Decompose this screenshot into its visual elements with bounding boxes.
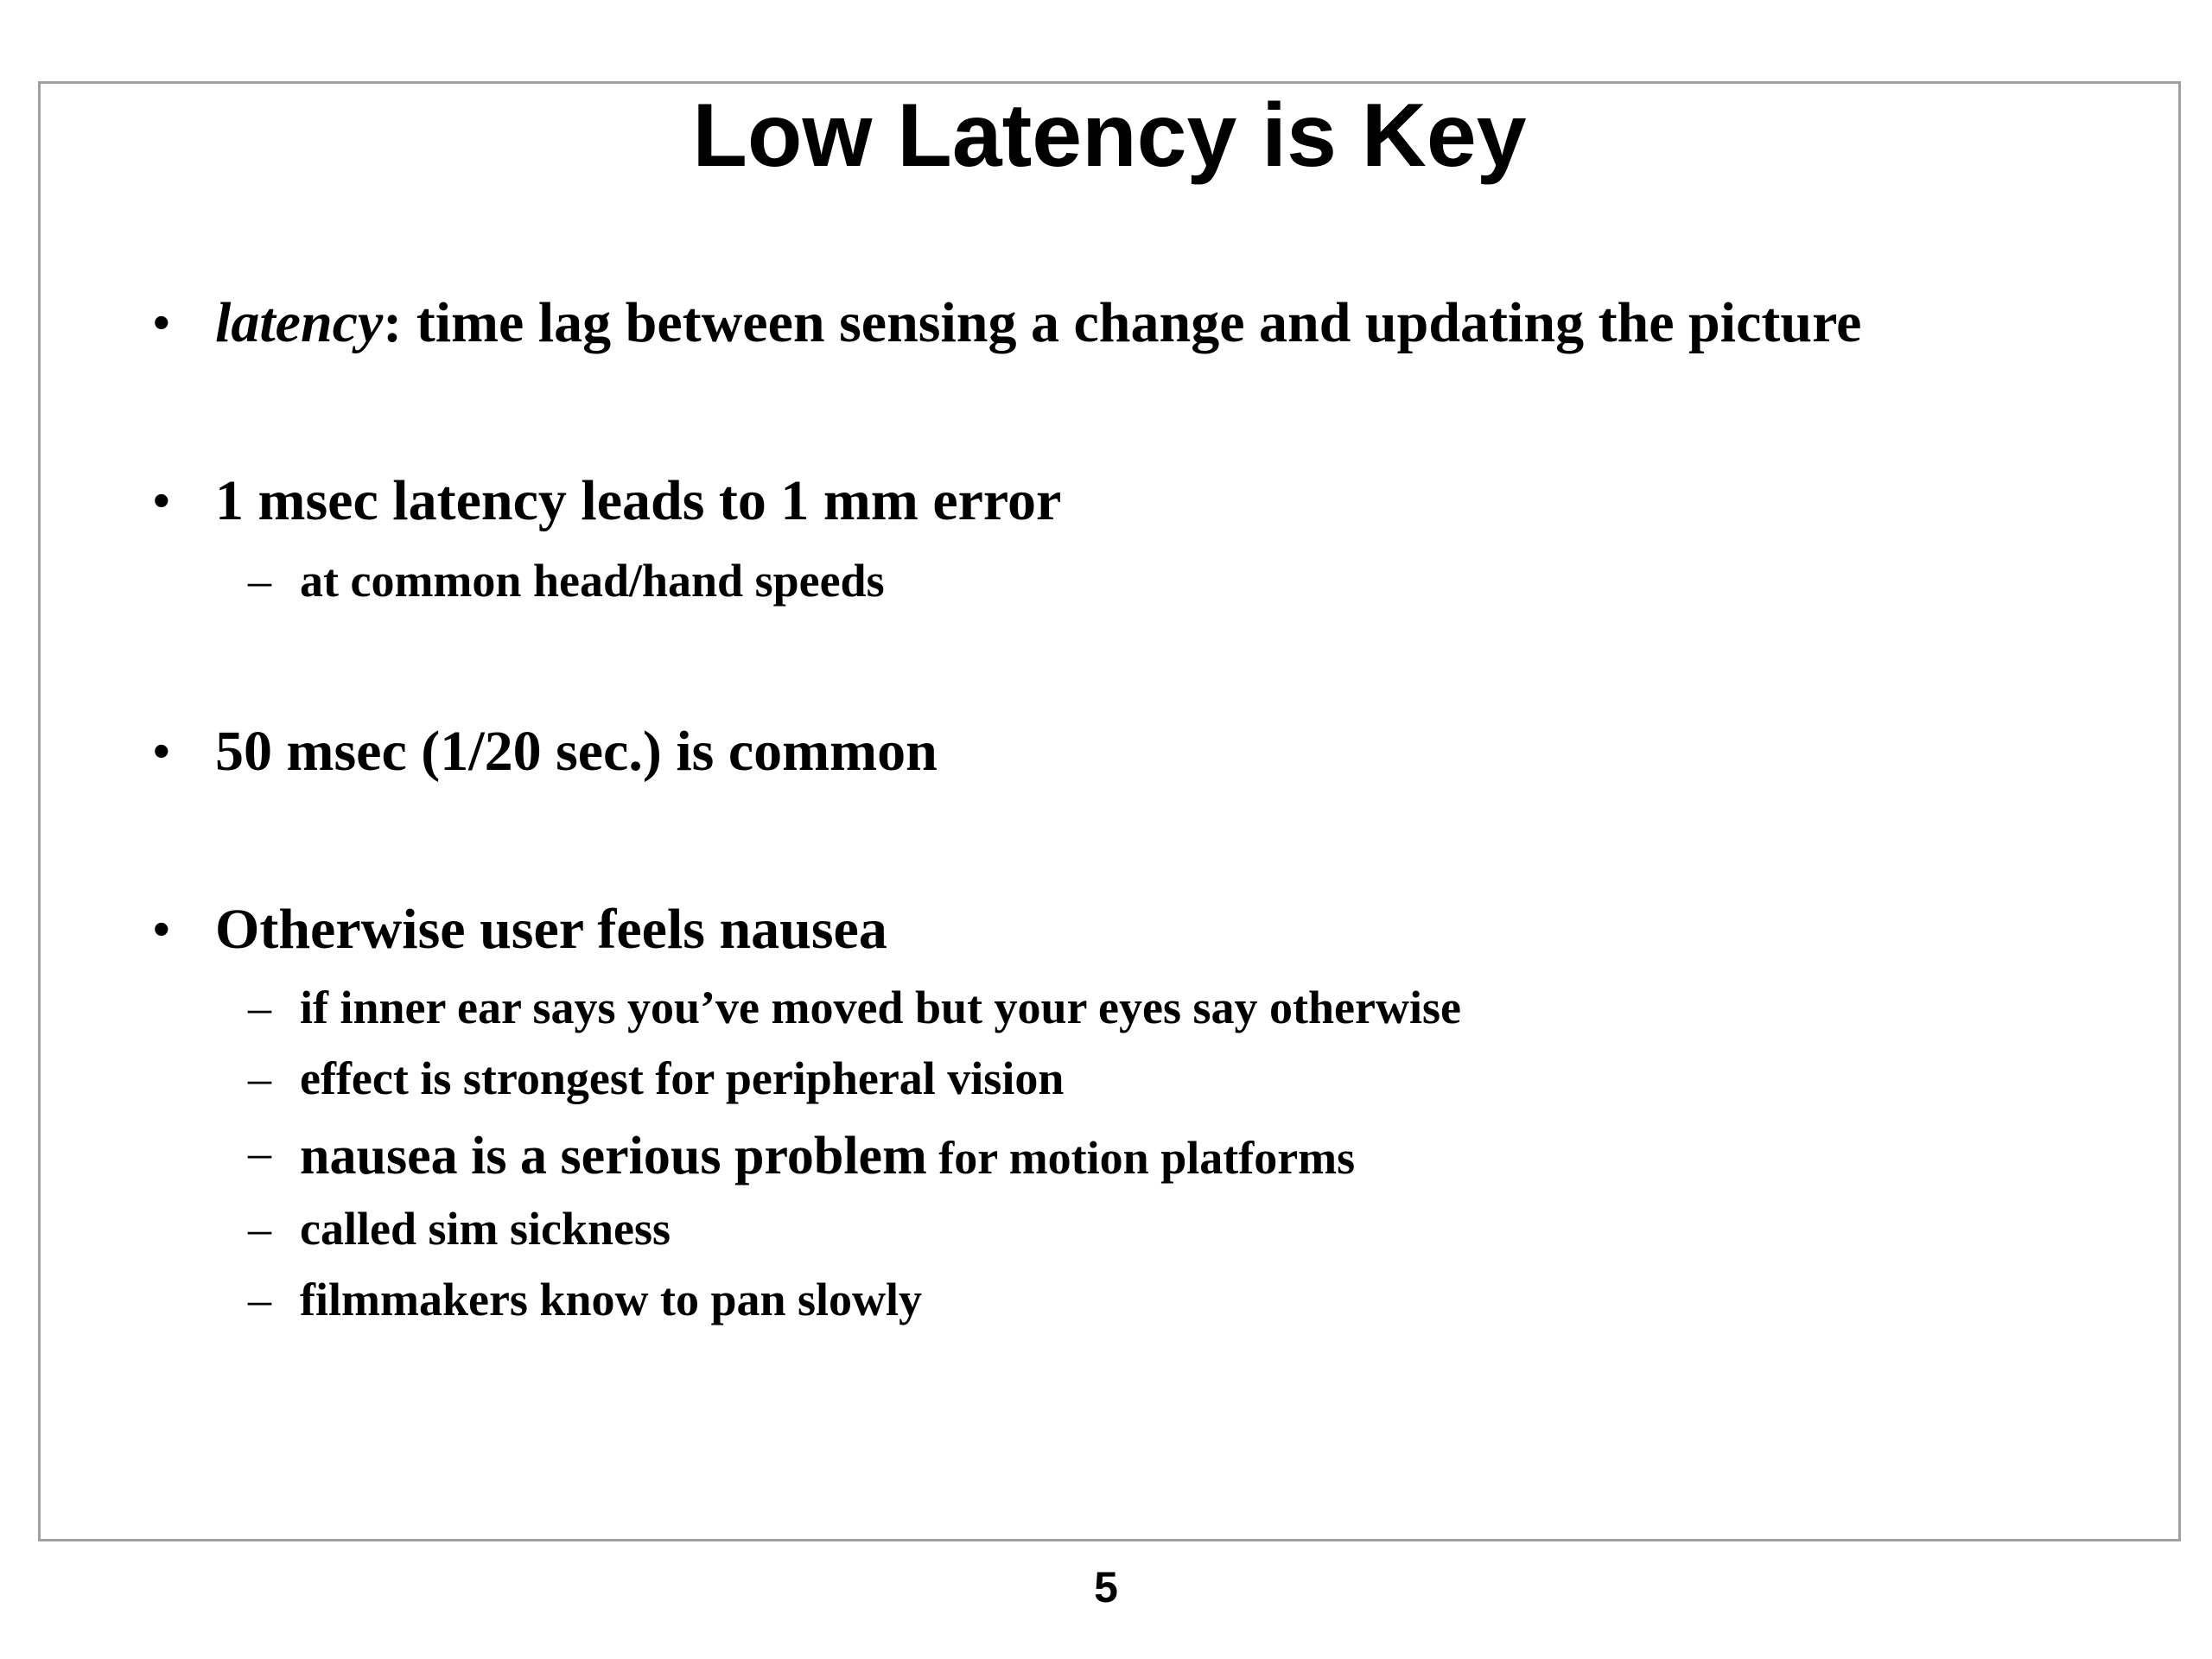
- nausea-emphasis: nausea is a serious problem: [300, 1127, 927, 1185]
- motion-platforms-text: for motion platforms: [926, 1132, 1356, 1184]
- latency-term: latency: [215, 291, 384, 354]
- bullet-marker: •: [153, 473, 170, 527]
- slide-title: Low Latency is Key: [692, 86, 1527, 186]
- bullet-marker: •: [153, 295, 170, 349]
- bullet-text: Otherwise user feels nausea: [215, 898, 887, 961]
- subitem-text: filmmakers know to pan slowly: [300, 1274, 923, 1325]
- subitem-text: effect is strongest for peripheral vision: [300, 1052, 1065, 1104]
- bullet-text: 50 msec (1/20 sec.) is common: [215, 720, 938, 783]
- slide-frame: [38, 81, 2181, 1541]
- dash-marker: –: [248, 1052, 271, 1104]
- dash-marker: –: [248, 1203, 271, 1255]
- dash-marker: –: [248, 1274, 271, 1325]
- bullet-marker: •: [153, 723, 170, 778]
- subitem-text: at common head/hand speeds: [300, 555, 885, 607]
- latency-definition: : time lag between sensing a change and updating the picture: [383, 291, 1862, 354]
- dash-marker: –: [248, 982, 271, 1033]
- subitem-text: if inner ear says you’ve moved but your eyes say otherwise: [300, 982, 1461, 1033]
- dash-marker: –: [248, 1127, 271, 1179]
- subitem-text: [300, 1129, 1355, 1183]
- bullet-marker: •: [153, 901, 170, 956]
- bullet-text: 1 msec latency leads to 1 mm error: [215, 469, 1062, 532]
- bullet-text: [215, 291, 1862, 354]
- page-number: 5: [1094, 1563, 1118, 1611]
- subitem-text: called sim sickness: [300, 1203, 671, 1255]
- dash-marker: –: [248, 555, 271, 607]
